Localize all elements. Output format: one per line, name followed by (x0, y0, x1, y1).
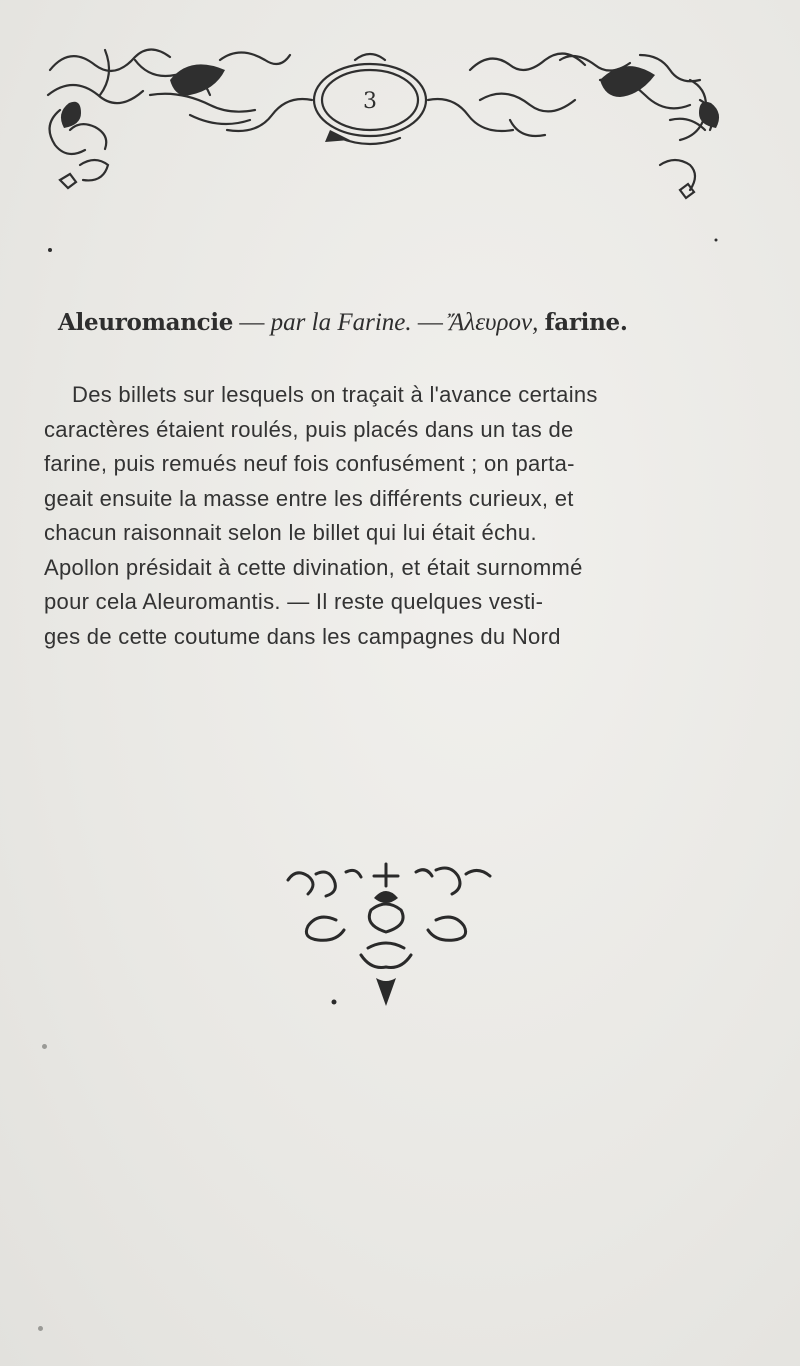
heading-title: Aleuromancie (58, 309, 234, 336)
text-line: geait ensuite la masse entre les différents curieux, et (44, 485, 574, 511)
ornamental-header-vignette-icon (40, 40, 775, 260)
heading-dash: — (233, 309, 271, 336)
text-line: Apollon présidait à cette divination, et était surnommé (44, 554, 583, 580)
text-line: ges de cette coutume dans les campagnes du Nord (44, 623, 561, 649)
text-line: farine, puis remués neuf fois confusément ; on parta- (44, 451, 575, 476)
page-number: 3 (363, 89, 377, 114)
heading-greek: Ἄλευρον, (449, 309, 539, 336)
heading-dash: — (411, 309, 450, 336)
paper-speck (38, 1326, 43, 1331)
heading-translation: farine. (544, 309, 628, 336)
text-line: Des billets sur lesquels on traçait à l'avance certains (72, 382, 598, 407)
paper-speck (42, 1044, 47, 1049)
text-line: pour cela Aleuromantis. — Il reste quelques vesti- (44, 589, 544, 614)
ornamental-tailpiece-icon (276, 860, 506, 1020)
body-paragraph (44, 378, 750, 654)
section-heading (58, 306, 758, 340)
heading-subtitle: par la Farine. (270, 309, 412, 336)
text-line: caractères étaient roulés, puis placés dans un tas de (44, 416, 574, 442)
text-line: chacun raisonnait selon le billet qui lui était échu. (44, 520, 537, 545)
